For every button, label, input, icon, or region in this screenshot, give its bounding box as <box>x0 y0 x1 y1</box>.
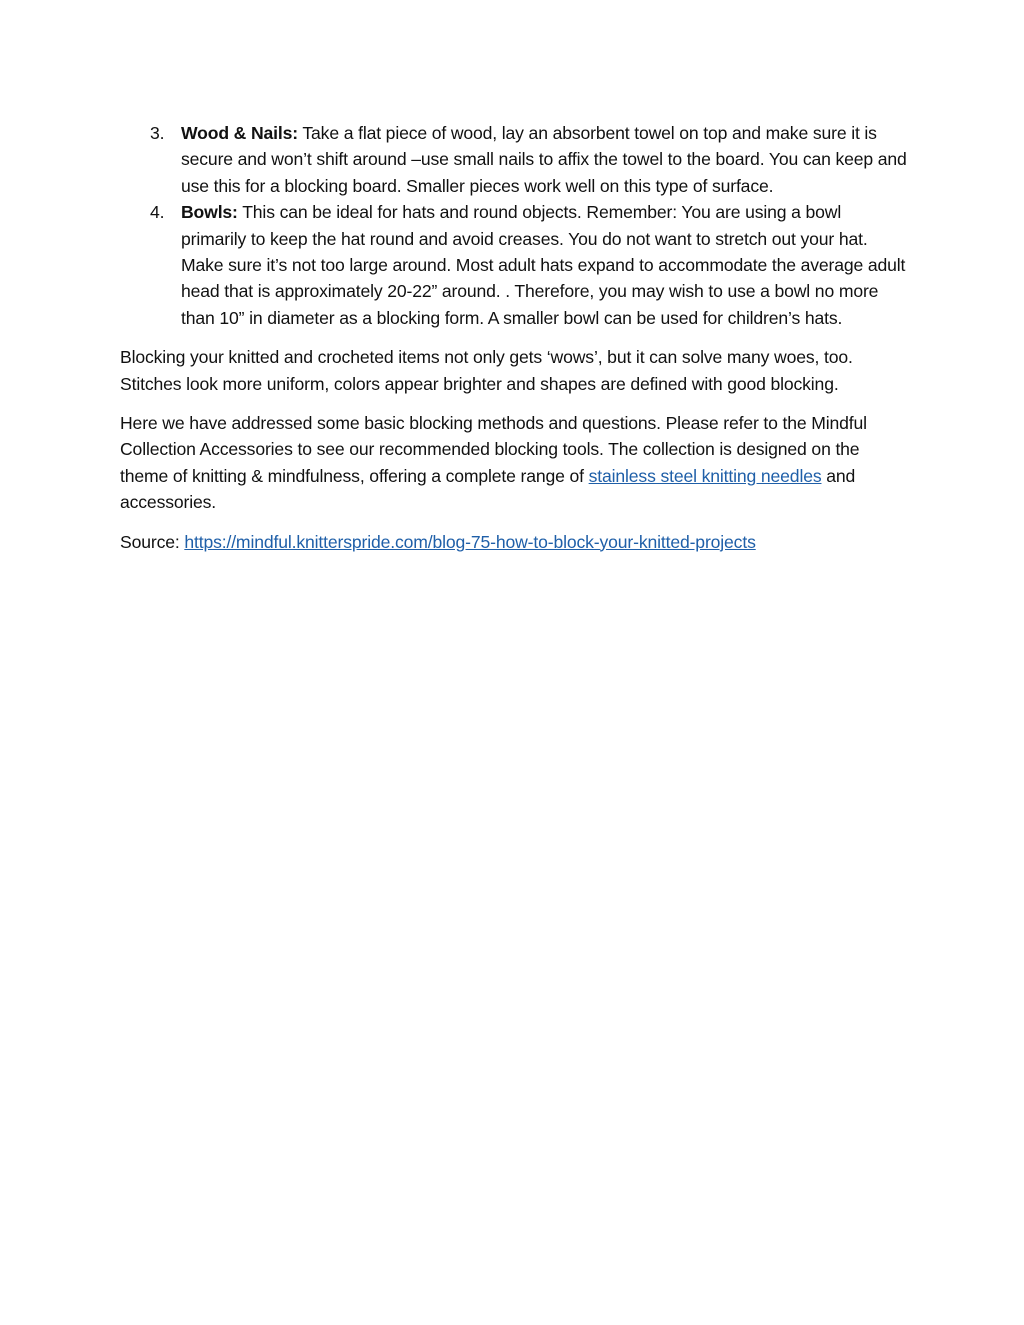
list-item-number: 3. <box>150 123 165 143</box>
paragraph-mindful-collection <box>120 410 910 516</box>
stainless-steel-needles-link[interactable]: stainless steel knitting needles <box>588 465 822 486</box>
list-item-title: Bowls: <box>181 202 238 223</box>
paragraph-blocking-benefits: Blocking your knitted and crocheted items not only gets ‘wows’, but it can solve many woes, too. Stitches look more uniform, colors appear brighter and shapes are defined with good blocking. <box>120 347 853 394</box>
source-line <box>120 529 910 555</box>
list-item-text: This can be ideal for hats and round objects. Remember: You are using a bowl primarily to keep the hat round and avoid creases. You do not want to stretch out your hat. Make sure it’s not too large around. Most adult hats expand to accommodate the average adult head that is approximately 20-22” around. . Therefore, you may wish to use a bowl no more than 10” in diameter as a blocking form. A smaller bowl can be used for children’s hats. <box>181 202 906 328</box>
blocking-surface-list <box>120 120 910 331</box>
document-body <box>120 120 910 555</box>
list-item-title: Wood & Nails: <box>181 123 298 143</box>
paragraph-text: Here we have addressed some basic blocking methods and questions. Please refer to the Mindful Collection Accessories to see our recommended blocking tools. The collection is designed on the theme of knitting & mindfulness, offering a complete range of <box>120 413 867 486</box>
list-item-wood-nails <box>120 120 910 199</box>
list-item-bowls <box>120 199 910 331</box>
paragraph-text-end: and accessories. <box>120 465 856 513</box>
list-item-number: 4. <box>150 202 165 223</box>
list-item-text: Take a flat piece of wood, lay an absorbent towel on top and make sure it is secure and won’t shift around –use small nails to affix the towel to the board. You can keep and use this for a blocking board. Smaller pieces work well on this type of surface. <box>181 123 907 196</box>
source-url-link[interactable]: https://mindful.knitterspride.com/blog-75-how-to-block-your-knitted-projects <box>184 531 756 552</box>
source-label: Source: <box>120 531 185 552</box>
